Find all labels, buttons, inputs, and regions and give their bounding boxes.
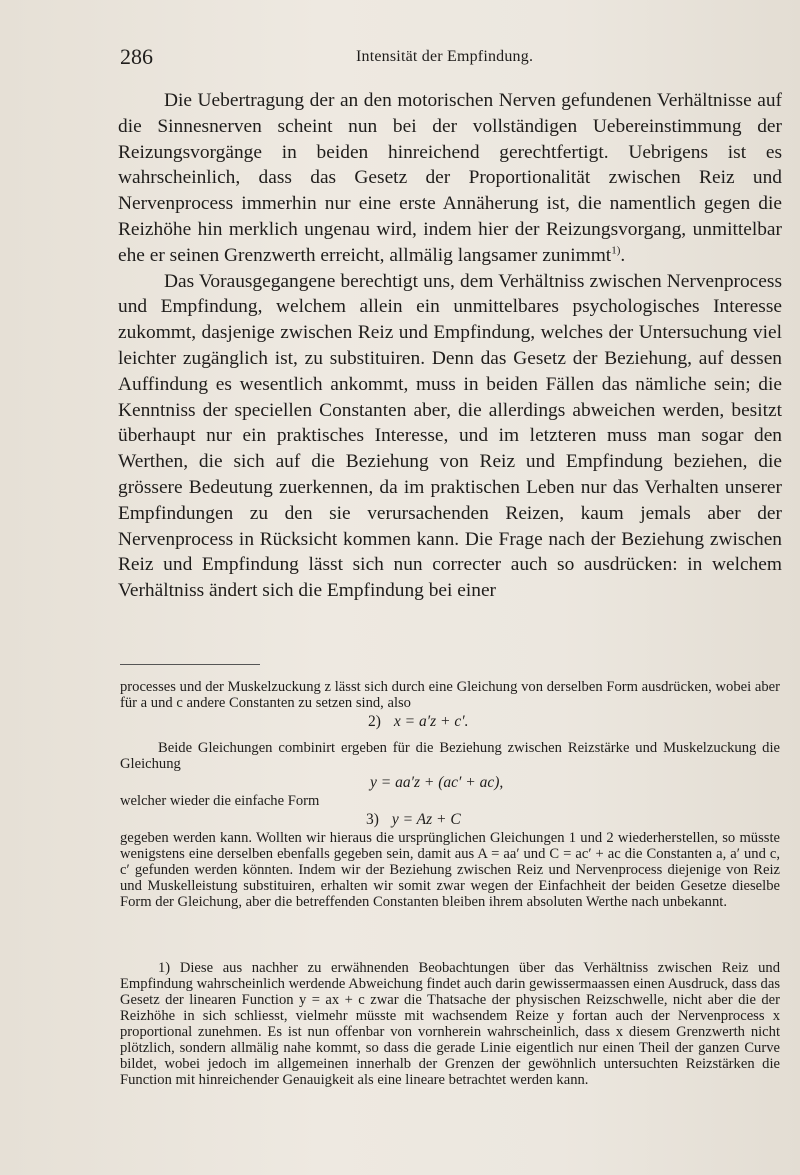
footnote-continuation-body: Beide Gleichungen combinirt ergeben für die Beziehung zwischen Reizstärke und Muskelzuckung die Gleichung y = aa′z + (ac′ + ac), welcher wieder die einfache Form 3) y = Az + C gegeben werden kann. Wollten wir hieraus die ursprünglichen Gleichungen 1 und 2 wiederherstellen, so müsste wenigstens eine derselben ebenfalls gegeben sein, damit aus A = aa′ und C = ac′ + ac die Constanten a, a′ und c, c′ gefunden werden könnten. Indem wir der Beziehung zwischen Reiz und Nervenprocess diejenige von Reiz und Muskelleistung substituiren, erhalten wir somit zwar wegen der Einfachheit der beiden Gesetze dieselbe Form der Gleichung, aber die betreffenden Constanten bleiben ihrem absoluten Werthe nach unbekannt. xyxy=(120,740,780,910)
equation-3: 3) y = Az + C xyxy=(366,811,461,828)
footnote-continuation: processes und der Muskelzuckung z lässt sich durch eine Gleichung von derselben Form ausdrücken, wobei aber für a und c andere Constanten zu setzen sind, also 2) x = a′z + c′. xyxy=(120,679,780,730)
page-number: 286 xyxy=(120,44,153,69)
paragraph: Das Vorausgegangene berechtigt uns, dem Verhältniss zwischen Nervenprocess und Empfindung, welchem allein ein unmittelbares psychologisches Interesse zukommt, dasjenige zwischen Reiz und Empfindung, welches der Untersuchung viel leichter zugänglich ist, zu substituiren. Denn das Gesetz der Beziehung, auf dessen Auffindung es wesentlich ankommt, muss in beiden Fällen das nämliche sein; die Kenntniss der speciellen Constanten aber, die allerdings abweichen werden, besitzt überhaupt nur ein praktisches Interesse, und im letzteren muss man sogar den Werthen, die sich auf die Beziehung von Reiz und Empfindung beziehen, die grössere Bedeutung zuerkennen, da im praktischen Leben nur das Verhalten unserer Empfindungen zu den sie verursachenden Reizen, kaum jemals aber der Nervenprocess in Rücksicht kommen kann. Die Frage nach der Beziehung zwischen Reiz und Empfindung lässt sich nun correcter auch so ausdrücken: in welchem Verhältniss ändert sich die Empfindung bei einer xyxy=(118,270,782,602)
equation-combined: y = aa′z + (ac′ + ac), xyxy=(370,774,504,791)
footnote-divider xyxy=(120,664,260,665)
running-title: Intensität der Empfindung. xyxy=(356,48,534,65)
footnote-1: 1) Diese aus nachher zu erwähnenden Beobachtungen über das Verhältniss zwischen Reiz und Empfindung wahrscheinlich werdende Abweichung findet auch darin gewissermaassen einen Ausdruck, dass das Gesetz der linearen Function y = ax + c zwar die Thatsache der physischen Reizschwelle, nicht aber die der Reizhöhe in sich schliesst, vielmehr müsste mit wachsendem Reize y fortan auch der Nervenprocess x proportional zunehmen. Es ist nun offenbar von vornherein wahrscheinlich, dass x diesem Grenzwerth nicht plötzlich, sondern allmälig nahe kommt, so dass die gerade Linie eigentlich nur einen Theil der ganzen Curve bildet, wobei jedoch im allgemeinen innerhalb der Grenzen der gewöhnlich untersuchten Reizstärken die Function mit hinreichender Genauigkeit als eine lineare betrachtet werden kann. xyxy=(120,960,781,1088)
equation-2: 2) x = a′z + c′. xyxy=(368,713,469,730)
footnote-reference: 1) xyxy=(611,244,621,257)
main-text xyxy=(118,88,782,604)
page-header xyxy=(120,44,780,74)
footnote-marker: 1) xyxy=(158,960,171,976)
paragraph: Die Uebertragung der an den motorischen Nerven gefundenen Verhältnisse auf die Sinnesnerven scheint nun bei der vollständigen Uebereinstimmung der Reizungsvorgänge in beiden hinreichend gerechtfertigt. Uebrigens ist es wahrscheinlich, dass das Gesetz der Proportionalität zwischen Reiz und Nervenprocess immerhin nur eine erste Annäherung ist, die namentlich gegen die Reizhöhe hin merklich ungenau wird, indem hier der Reizungsvorgang, unmittelbar ehe er seinen Grenzwerth erreicht, allmälig langsamer zunimmt$^{1)}$. xyxy=(118,90,782,266)
